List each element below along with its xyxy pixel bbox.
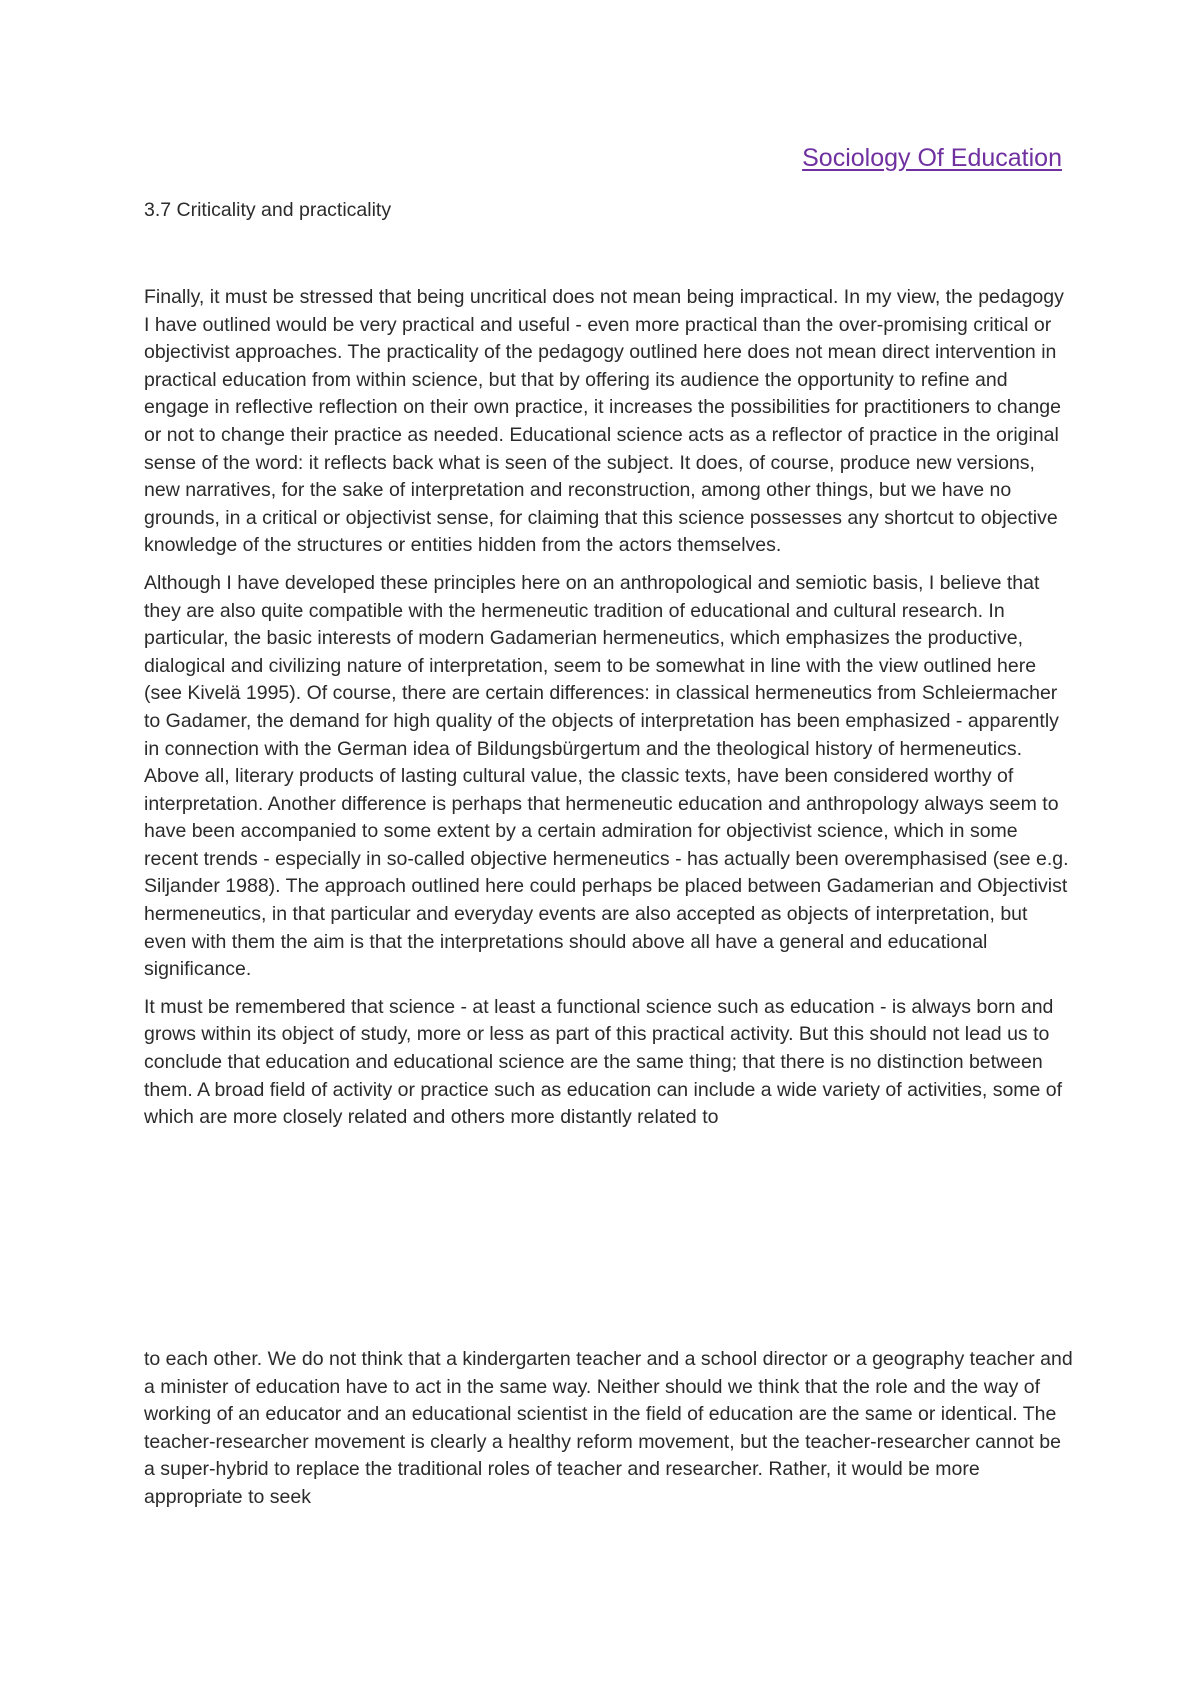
- section-heading: 3.7 Criticality and practicality: [144, 199, 392, 221]
- paragraph: It must be remembered that science - at least a functional science such as education - is always born and grows within its object of study, more or less as part of this practical activity. But this should not lead us to conclude that education and educational science are the same thing; that there is no distinction between them. A broad field of activity or practice such as education can include a wide variety of activities, some of which are more closely related and others more distantly related to: [144, 995, 1063, 1129]
- paragraph: Although I have developed these principles here on an anthropological and semiotic basis, I believe that they are also quite compatible with the hermeneutic tradition of educational and cultural research. In particular, the basic interests of modern Gadamerian hermeneutics, which emphasizes the productive, dialogical and civilizing nature of interpretation, seem to be somewhat in line with the view outlined here (see Kivelä 1995). Of course, there are certain differences: in classical hermeneutics from Schleiermacher to Gadamer, the demand for high quality of the objects of interpretation has been emphasized - apparently in connection with the German idea of Bildungsbürgertum and the theological history of hermeneutics. Above all, literary products of lasting cultural value, the classic texts, have been considered worthy of interpretation. Another difference is perhaps that hermeneutic education and anthropology always seem to have been accompanied to some extent by a certain admiration for objectivist science, which in some recent trends - especially in so-called objective hermeneutics - has actually been overemphasised (see e.g. Siljander 1988). The approach outlined here could perhaps be placed between Gadamerian and Objectivist hermeneutics, in that particular and everyday events are also accepted as objects of interpretation, but even with them the aim is that the interpretations should above all have a general and educational significance.: [144, 571, 1069, 981]
- paragraph: to each other. We do not think that a kindergarten teacher and a school director or a geography teacher and a minister of education have to act in the same way. Neither should we think that the role and the way of working of an educator and an educational scientist in the field of education are the same or identical. The teacher-researcher movement is clearly a healthy reform movement, but the teacher-researcher cannot be a super-hybrid to replace the traditional roles of teacher and researcher. Rather, it would be more appropriate to seek: [144, 1348, 1073, 1508]
- body-text-block-continued: [144, 1346, 1074, 1522]
- header-link-sociology-of-education[interactable]: Sociology Of Education: [802, 144, 1062, 172]
- paragraph: Finally, it must be stressed that being uncritical does not mean being impractical. In my view, the pedagogy I have outlined would be very practical and useful - even more practical than the over-promising critical or objectivist approaches. The practicality of the pedagogy outlined here does not mean direct intervention in practical education from within science, but that by offering its audience the opportunity to refine and engage in reflective reflection on their own practice, it increases the possibilities for practitioners to change or not to change their practice as needed. Educational science acts as a reflector of practice in the original sense of the word: it reflects back what is seen of the subject. It does, of course, produce new versions, new narratives, for the sake of interpretation and reconstruction, among other things, but we have no grounds, in a critical or objectivist sense, for claiming that this science possesses any shortcut to objective knowledge of the structures or entities hidden from the actors themselves.: [144, 286, 1064, 557]
- body-text-block: [144, 284, 1074, 1142]
